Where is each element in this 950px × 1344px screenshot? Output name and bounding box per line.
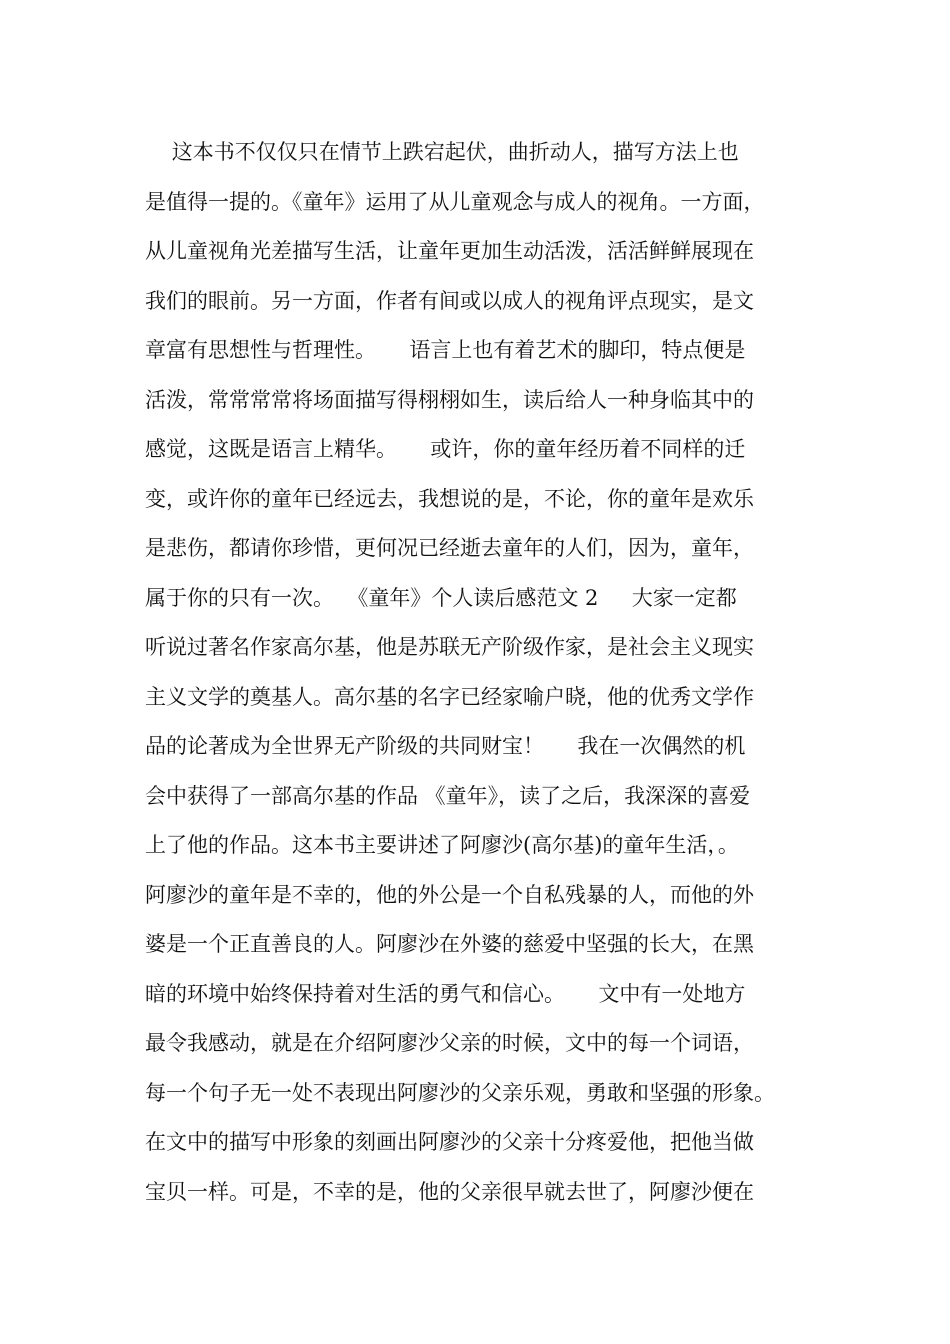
text-line: 听说过著名作家高尔基，他是苏联无产阶级作家，是社会主义现实	[145, 635, 754, 659]
text-line: 从儿童视角光差描写生活，让童年更加生动活泼，活活鲜鲜展现在	[145, 239, 754, 263]
text-line: 上了他的作品。这本书主要讲述了阿廖沙(高尔基)的童年生活，。	[145, 833, 739, 857]
text-line: 会中获得了一部高尔基的作品 《童年》，读了之后，我深深的喜爱	[145, 784, 751, 808]
text-line: 暗的环境中始终保持着对生活的勇气和信心。 文中有一处地方	[145, 982, 746, 1006]
text-line: 婆是一个正直善良的人。阿廖沙在外婆的慈爱中坚强的长大，在黑	[145, 932, 754, 956]
text-line: 变，或许你的童年已经远去，我想说的是，不论，你的童年是欢乐	[145, 487, 754, 511]
text-line: 是悲伤，都请你珍惜，更何况已经逝去童年的人们，因为，童年，	[145, 536, 754, 560]
text-line: 活泼，常常常常将场面描写得栩栩如生，读后给人一种身临其中的	[145, 388, 754, 412]
text-line: 章富有思想性与哲理性。 语言上也有着艺术的脚印，特点便是	[145, 338, 746, 362]
text-line: 在文中的描写中形象的刻画出阿廖沙的父亲十分疼爱他，把他当做	[145, 1130, 754, 1154]
text-line: 是值得一提的。《童年》运用了从儿童观念与成人的视角。一方面，	[145, 190, 765, 214]
text-line: 感觉，这既是语言上精华。 或许，你的童年经历着不同样的迁	[145, 437, 746, 461]
text-line: 这本书不仅仅只在情节上跌宕起伏，曲折动人，描写方法上也	[145, 140, 739, 164]
text-line: 属于你的只有一次。 《童年》个人读后感范文 2 大家一定都	[145, 586, 737, 610]
text-line: 最令我感动，就是在介绍阿廖沙父亲的时候，文中的每一个词语，	[145, 1031, 754, 1055]
text-line: 阿廖沙的童年是不幸的，他的外公是一个自私残暴的人，而他的外	[145, 883, 754, 907]
text-line: 我们的眼前。另一方面，作者有间或以成人的视角评点现实，是文	[145, 289, 754, 313]
text-line: 品的论著成为全世界无产阶级的共同财宝！ 我在一次偶然的机	[145, 734, 746, 758]
text-line: 宝贝一样。可是，不幸的是，他的父亲很早就去世了，阿廖沙便在	[145, 1180, 754, 1204]
text-line: 每一个句子无一处不表现出阿廖沙的父亲乐观，勇敢和坚强的形象。	[145, 1081, 775, 1105]
text-line: 主义文学的奠基人。高尔基的名字已经家喻户晓，他的优秀文学作	[145, 685, 754, 709]
